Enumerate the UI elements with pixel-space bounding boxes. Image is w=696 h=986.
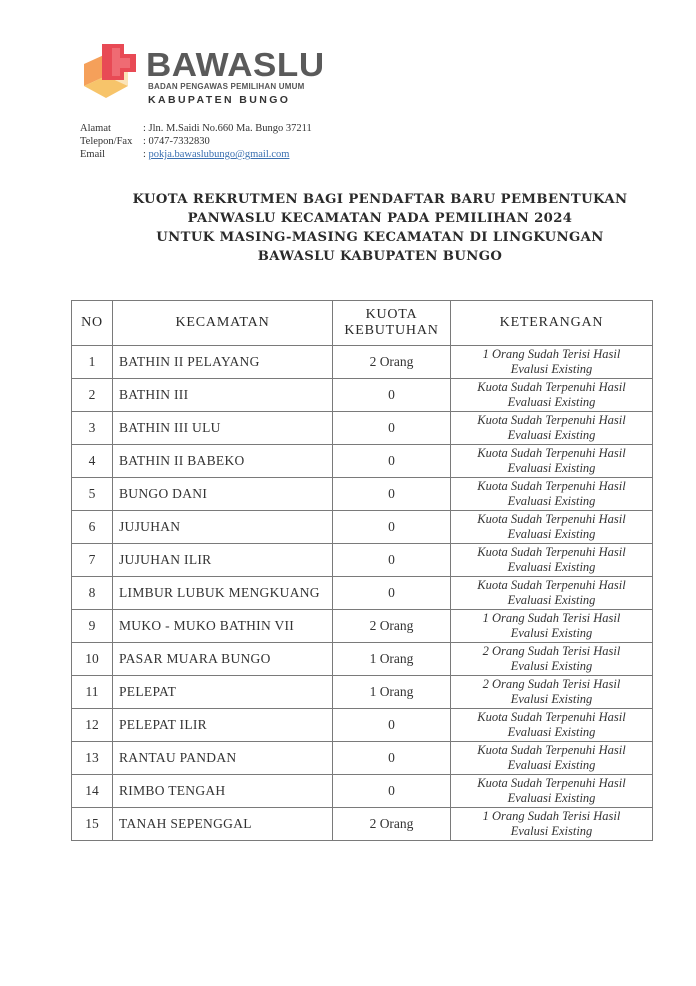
table-row [72, 676, 653, 709]
address-label: Alamat [80, 123, 111, 134]
keterangan-line-1: Kuota Sudah Terpenuhi Hasil [477, 545, 626, 559]
keterangan-line-2: Evaluasi Existing [507, 593, 596, 607]
keterangan-line-2: Evaluasi Existing [507, 758, 596, 772]
address-value: : Jln. M.Saidi No.660 Ma. Bungo 37211 [143, 123, 312, 134]
row-kuota: 1 Orang [333, 643, 451, 676]
row-kecamatan: BUNGO DANI [113, 478, 333, 511]
row-keterangan [451, 412, 653, 445]
row-no: 7 [72, 544, 113, 577]
row-kecamatan: PELEPAT ILIR [113, 709, 333, 742]
row-kuota: 2 Orang [333, 610, 451, 643]
table-row [72, 544, 653, 577]
title-line-1: KUOTA REKRUTMEN BAGI PENDAFTAR BARU PEMBENTUKAN [132, 192, 628, 207]
keterangan-line-1: Kuota Sudah Terpenuhi Hasil [477, 512, 626, 526]
row-kecamatan: BATHIN II BABEKO [113, 445, 333, 478]
row-kuota: 2 Orang [333, 346, 451, 379]
row-kecamatan: JUJUHAN ILIR [113, 544, 333, 577]
row-kecamatan: PELEPAT [113, 676, 333, 709]
row-kuota: 0 [333, 775, 451, 808]
row-kuota: 0 [333, 445, 451, 478]
phone-label: Telepon/Fax [80, 136, 133, 147]
phone-row [80, 135, 312, 148]
bawaslu-logo-icon [80, 42, 144, 106]
table-row [72, 445, 653, 478]
row-kecamatan: LIMBUR LUBUK MENGKUANG [113, 577, 333, 610]
keterangan-line-1: Kuota Sudah Terpenuhi Hasil [477, 479, 626, 493]
keterangan-line-2: Evalusi Existing [510, 692, 593, 706]
keterangan-line-1: 1 Orang Sudah Terisi Hasil [482, 611, 621, 625]
row-kecamatan: JUJUHAN [113, 511, 333, 544]
header-no: NO [72, 301, 113, 346]
keterangan-line-1: Kuota Sudah Terpenuhi Hasil [477, 776, 626, 790]
row-kuota: 0 [333, 379, 451, 412]
email-separator: : [143, 149, 149, 160]
row-no: 8 [72, 577, 113, 610]
row-keterangan [451, 643, 653, 676]
email-label: Email [80, 149, 106, 160]
row-no: 5 [72, 478, 113, 511]
keterangan-line-2: Evaluasi Existing [507, 494, 596, 508]
row-kecamatan: RANTAU PANDAN [113, 742, 333, 775]
row-kecamatan: MUKO - MUKO BATHIN VII [113, 610, 333, 643]
keterangan-line-1: 1 Orang Sudah Terisi Hasil [482, 809, 621, 823]
header-kuota [333, 301, 451, 346]
keterangan-line-2: Evalusi Existing [510, 362, 593, 376]
address-row [80, 122, 312, 135]
table-row [72, 511, 653, 544]
table-row [72, 610, 653, 643]
row-kuota: 0 [333, 544, 451, 577]
table-row [72, 346, 653, 379]
keterangan-line-1: 2 Orang Sudah Terisi Hasil [482, 644, 621, 658]
row-keterangan [451, 346, 653, 379]
row-kuota: 0 [333, 709, 451, 742]
row-kecamatan: RIMBO TENGAH [113, 775, 333, 808]
keterangan-line-2: Evaluasi Existing [507, 461, 596, 475]
keterangan-line-1: Kuota Sudah Terpenuhi Hasil [477, 413, 626, 427]
table-row [72, 742, 653, 775]
row-no: 1 [72, 346, 113, 379]
email-link[interactable]: pokja.bawaslubungo@gmail.com [148, 149, 290, 160]
row-kuota: 2 Orang [333, 808, 451, 841]
keterangan-line-2: Evaluasi Existing [507, 428, 596, 442]
row-kecamatan: BATHIN III ULU [113, 412, 333, 445]
row-no: 4 [72, 445, 113, 478]
table-row [72, 643, 653, 676]
row-keterangan [451, 808, 653, 841]
brand-region: KABUPATEN BUNGO [148, 94, 291, 106]
row-no: 12 [72, 709, 113, 742]
row-keterangan [451, 445, 653, 478]
row-keterangan [451, 742, 653, 775]
keterangan-line-1: 2 Orang Sudah Terisi Hasil [482, 677, 621, 691]
keterangan-line-2: Evaluasi Existing [507, 560, 596, 574]
row-keterangan [451, 709, 653, 742]
row-keterangan [451, 577, 653, 610]
row-keterangan [451, 544, 653, 577]
brand-name: BAWASLU [146, 46, 325, 83]
row-keterangan [451, 775, 653, 808]
keterangan-line-1: Kuota Sudah Terpenuhi Hasil [477, 578, 626, 592]
row-no: 3 [72, 412, 113, 445]
row-kuota: 0 [333, 577, 451, 610]
row-kuota: 0 [333, 742, 451, 775]
row-keterangan [451, 610, 653, 643]
row-no: 15 [72, 808, 113, 841]
contact-block [80, 122, 312, 161]
table-row [72, 478, 653, 511]
row-kuota: 1 Orang [333, 676, 451, 709]
header-kuota-line-1: KUOTA [365, 307, 418, 322]
keterangan-line-2: Evalusi Existing [510, 659, 593, 673]
keterangan-line-2: Evaluasi Existing [507, 395, 596, 409]
row-no: 14 [72, 775, 113, 808]
row-keterangan [451, 478, 653, 511]
row-kuota: 0 [333, 412, 451, 445]
keterangan-line-1: 1 Orang Sudah Terisi Hasil [482, 347, 621, 361]
keterangan-line-2: Evalusi Existing [510, 824, 593, 838]
table-row [72, 379, 653, 412]
row-no: 11 [72, 676, 113, 709]
phone-value: : 0747-7332830 [143, 136, 210, 147]
header-kecamatan: KECAMATAN [113, 301, 333, 346]
keterangan-line-1: Kuota Sudah Terpenuhi Hasil [477, 446, 626, 460]
row-no: 10 [72, 643, 113, 676]
quota-table [71, 300, 653, 841]
keterangan-line-2: Evaluasi Existing [507, 725, 596, 739]
brand-subtitle: BADAN PENGAWAS PEMILIHAN UMUM [148, 82, 305, 91]
keterangan-line-2: Evaluasi Existing [507, 527, 596, 541]
row-keterangan [451, 379, 653, 412]
row-kecamatan: TANAH SEPENGGAL [113, 808, 333, 841]
row-no: 6 [72, 511, 113, 544]
table-body [72, 346, 653, 841]
row-kuota: 0 [333, 478, 451, 511]
row-kuota: 0 [333, 511, 451, 544]
keterangan-line-1: Kuota Sudah Terpenuhi Hasil [477, 743, 626, 757]
keterangan-line-2: Evaluasi Existing [507, 791, 596, 805]
document-title [60, 190, 696, 266]
table-row [72, 412, 653, 445]
table-row [72, 775, 653, 808]
table-row [72, 709, 653, 742]
keterangan-line-2: Evalusi Existing [510, 626, 593, 640]
table-row [72, 577, 653, 610]
row-no: 2 [72, 379, 113, 412]
row-kecamatan: BATHIN II PELAYANG [113, 346, 333, 379]
email-row [80, 148, 312, 161]
row-keterangan [451, 511, 653, 544]
title-line-3: UNTUK MASING-MASING KECAMATAN DI LINGKUNGAN [156, 230, 604, 245]
header-kuota-line-2: KEBUTUHAN [344, 323, 439, 338]
row-kecamatan: PASAR MUARA BUNGO [113, 643, 333, 676]
table-row [72, 808, 653, 841]
keterangan-line-1: Kuota Sudah Terpenuhi Hasil [477, 710, 626, 724]
row-no: 13 [72, 742, 113, 775]
title-line-4: BAWASLU KABUPATEN BUNGO [257, 249, 503, 264]
title-line-2: PANWASLU KECAMATAN PADA PEMILIHAN 2024 [187, 211, 573, 226]
row-keterangan [451, 676, 653, 709]
header-keterangan: KETERANGAN [451, 301, 653, 346]
row-no: 9 [72, 610, 113, 643]
keterangan-line-1: Kuota Sudah Terpenuhi Hasil [477, 380, 626, 394]
table-header-row [72, 301, 653, 346]
row-kecamatan: BATHIN III [113, 379, 333, 412]
